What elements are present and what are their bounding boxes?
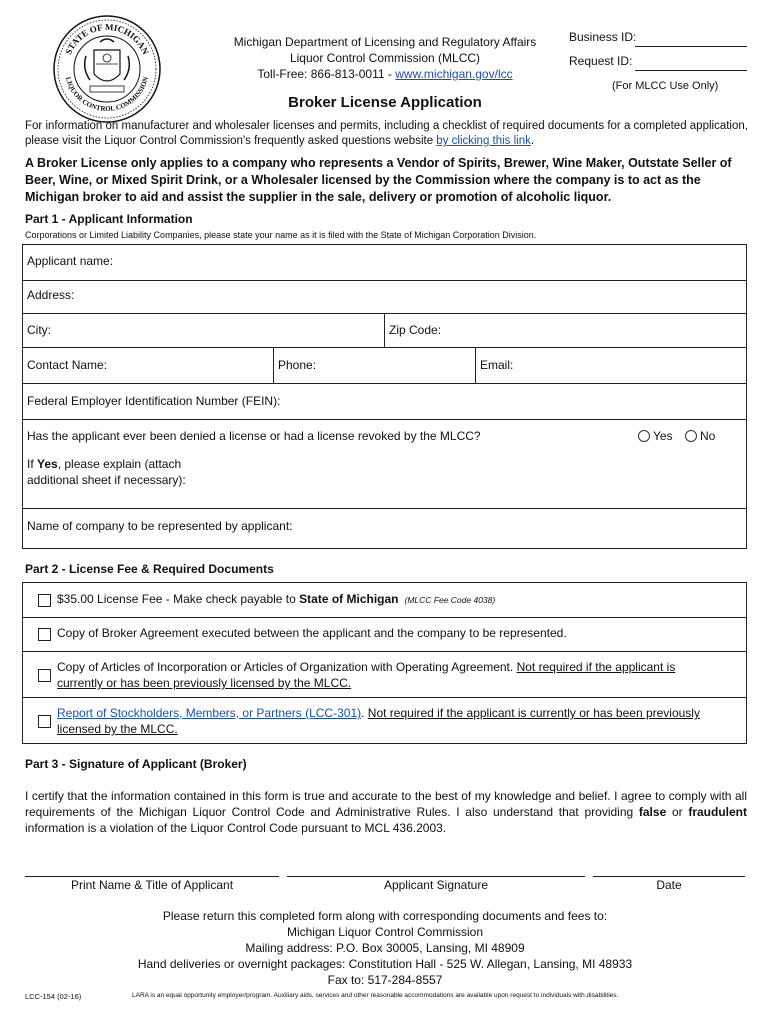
stockholders-item — [57, 705, 737, 737]
cert-main: I certify that the information contained in this form is true and accurate to the best of my knowledge and belief. I agree to comply with all requirements of the Michigan Liquor Control Code and Administrative Rules. I also understand that providing — [25, 789, 747, 819]
broker-definition: A Broker License only applies to a company who represents a Vendor of Spirits, Brewer, Wine Maker, Outstate Seller of Beer, Wine, or Mixed Spirit Drink, or a Wholesaler licensed by the Commission where the company is to act as the Michigan broker to aid and assist the supplier in the sale, delivery or promotion of alcoholic liquor. — [25, 156, 732, 204]
return-line-3: Mailing address: P.O. Box 30005, Lansing, MI 48909 — [245, 941, 525, 955]
articles-checkbox[interactable] — [38, 669, 51, 682]
print-name-line[interactable] — [25, 876, 279, 877]
certification-text — [25, 788, 747, 836]
business-id-field[interactable] — [635, 46, 747, 47]
form-title: Broker License Application — [288, 94, 482, 111]
or-word: or — [666, 805, 689, 819]
articles-item — [57, 659, 737, 691]
equal-opportunity-statement: LARA is an equal opportunity employer/program. Auxiliary aids, services and other reasonable accommodations are available upon request to individuals with disabilities. — [132, 992, 619, 999]
applicant-name-field[interactable]: Applicant name: — [27, 254, 114, 268]
intro-paragraph — [25, 119, 750, 149]
faq-link[interactable]: by clicking this link — [436, 135, 531, 147]
request-id-field[interactable] — [635, 70, 747, 71]
toll-free-text: Toll-Free: 866-813-0011 - — [257, 67, 396, 81]
fee-text: $35.00 License Fee - Make check payable to — [57, 592, 300, 606]
required-documents-table — [22, 582, 747, 744]
agency-name: Michigan Department of Licensing and Regulatory Affairs — [233, 35, 537, 49]
date-label: Date — [656, 878, 682, 892]
phone-field[interactable]: Phone: — [278, 358, 317, 372]
company-represented-field[interactable]: Name of company to be represented by applicant: — [27, 519, 293, 533]
yes-radio[interactable] — [638, 430, 650, 442]
fee-checkbox[interactable] — [38, 594, 51, 607]
seal-bottom-text: LIQUOR CONTROL COMMISSION — [63, 75, 151, 114]
stockholders-checkbox[interactable] — [38, 715, 51, 728]
business-id-label: Business ID: — [569, 30, 637, 44]
part2-heading: Part 2 - License Fee & Required Documents — [25, 562, 274, 576]
return-line-2: Michigan Liquor Control Commission — [286, 925, 484, 939]
return-line-1: Please return this completed form along with corresponding documents and fees to: — [162, 909, 608, 923]
email-field[interactable]: Email: — [480, 358, 514, 372]
if-rest-line1: , please explain (attach — [57, 457, 182, 471]
no-label: No — [700, 429, 716, 443]
zip-code-field[interactable]: Zip Code: — [389, 323, 442, 337]
explain-field[interactable] — [27, 456, 186, 488]
part3-heading: Part 3 - Signature of Applicant (Broker) — [25, 757, 247, 771]
denied-yes-option[interactable] — [638, 429, 673, 443]
contact-name-field[interactable]: Contact Name: — [27, 358, 108, 372]
return-line-4: Hand deliveries or overnight packages: Constitution Hall - 525 W. Allegan, Lansing, MI 48933 — [137, 957, 633, 971]
fein-field[interactable]: Federal Employer Identification Number (FEIN): — [27, 394, 281, 408]
stockholders-sep: . — [361, 706, 368, 720]
if-rest-line2: additional sheet if necessary): — [27, 473, 186, 487]
false-word: false — [638, 805, 667, 819]
fee-item — [57, 592, 495, 606]
form-code: LCC-154 (02-16) — [25, 992, 82, 1001]
broker-agreement-checkbox[interactable] — [38, 628, 51, 641]
date-line[interactable] — [593, 876, 745, 877]
request-id-label: Request ID: — [569, 54, 633, 68]
intro-text: For information on manufacturer and wholesaler licenses and permits, including a checklist of required documents for a completed application, please visit the Liquor Control Commission's frequently asked questions website — [25, 120, 748, 147]
stockholders-report-link[interactable]: Report of Stockholders, Members, or Partners (LCC-301) — [57, 706, 362, 720]
print-name-label: Print Name & Title of Applicant — [70, 878, 234, 892]
fraudulent-word: fraudulent — [688, 805, 748, 819]
return-instructions — [0, 908, 770, 988]
part1-heading: Part 1 - Applicant Information — [25, 212, 193, 226]
signature-label: Applicant Signature — [383, 878, 489, 892]
office-use-block — [569, 30, 749, 78]
articles-note-1: Not required if the applicant is — [516, 660, 676, 674]
applicant-info-table — [22, 244, 747, 549]
city-field[interactable]: City: — [27, 323, 51, 337]
fee-code: (MLCC Fee Code 4038) — [404, 595, 496, 605]
intro-end: . — [530, 135, 535, 147]
denied-no-option[interactable] — [685, 429, 715, 443]
agency-header — [200, 34, 570, 82]
cert-end: information is a violation of the Liquor Control Code pursuant to MCL 436.2003. — [25, 821, 447, 835]
signature-line[interactable] — [287, 876, 585, 877]
stockholders-note-2: licensed by the MLCC. — [57, 722, 178, 736]
seal-top-text: STATE OF MICHIGAN — [63, 21, 151, 56]
no-radio[interactable] — [685, 430, 697, 442]
mlcc-use-note: (For MLCC Use Only) — [612, 80, 719, 92]
yes-label: Yes — [653, 429, 673, 443]
return-line-5: Fax to: 517-284-8557 — [327, 973, 443, 987]
stockholders-note-1: Not required if the applicant is currently or has been previously — [367, 706, 700, 720]
website-link[interactable]: www.michigan.gov/lcc — [395, 67, 513, 81]
if-yes-word: Yes — [37, 457, 58, 471]
fee-payee: State of Michigan — [299, 592, 399, 606]
articles-note-2: currently or has been previously licensed by the MLCC. — [57, 676, 352, 690]
denied-question: Has the applicant ever been denied a license or had a license revoked by the MLCC? — [27, 429, 481, 443]
if-prefix: If — [27, 457, 38, 471]
address-field[interactable]: Address: — [27, 288, 75, 302]
part1-subtext: Corporations or Limited Liability Companies, please state your name as it is filed with the State of Michigan Corporation Division. — [25, 230, 537, 240]
commission-name: Liquor Control Commission (MLCC) — [289, 51, 481, 65]
broker-agreement-item: Copy of Broker Agreement executed between the applicant and the company to be represented. — [57, 626, 567, 640]
articles-text: Copy of Articles of Incorporation or Articles of Organization with Operating Agreement. — [57, 660, 517, 674]
contact-line — [200, 66, 570, 82]
